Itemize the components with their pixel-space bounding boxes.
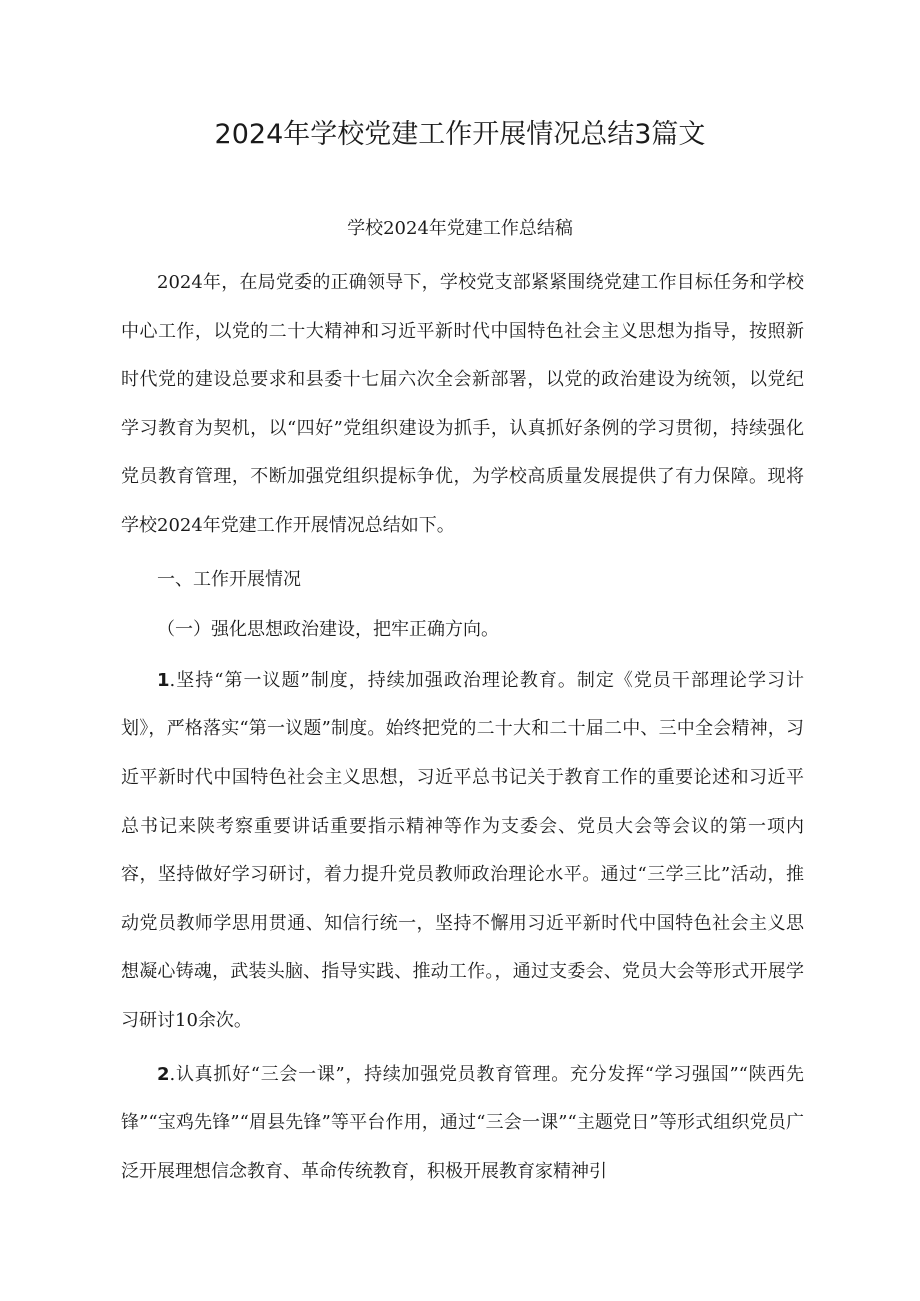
- section-heading: 一、工作开展情况: [157, 568, 301, 590]
- item-2-text: .认真抓好“三会一课”，持续加强党员教育管理。充分发挥“学习强国”“陕西先锋”“宝鸡先锋”“眉县先锋”等平台作用，通过“三会一课”“主题党日”等形式组织党员广泛开展理想信念教育、革命传统教育，积极开展教育家精神引: [121, 1063, 804, 1182]
- document-body: [121, 259, 804, 1196]
- intro-paragraph: 2024年，在局党委的正确领导下，学校党支部紧紧围绕党建工作目标任务和学校中心工作，以党的二十大精神和习近平新时代中国特色社会主义思想为指导，按照新时代党的建设总要求和县委十七届六次全会新部署，以党的政治建设为统领，以党纪学习教育为契机，以“四好”党组织建设为抓手，认真抓好条例的学习贯彻，持续强化党员教育管理，不断加强党组织提标争优，为学校高质量发展提供了有力保障。现将学校2024年党建工作开展情况总结如下。: [121, 272, 804, 536]
- item-2-number: 2: [157, 1063, 170, 1085]
- item-1-text: .坚持“第一议题”制度，持续加强政治理论教育。制定《党员干部理论学习计划》，严格落实“第一议题”制度。始终把党的二十大和二十届二中、三中全会精神，习近平新时代中国特色社会主义思想，习近平总书记关于教育工作的重要论述和习近平总书记来陕考察重要讲话重要指示精神等作为支委会、党员大会等会议的第一项内容，坚持做好学习研讨，着力提升党员教师政治理论水平。通过“三学三比”活动，推动党员教师学思用贯通、知信行统一，坚持不懈用习近平新时代中国特色社会主义思想凝心铸魂，武装头脑、指导实践、推动工作。，通过支委会、党员大会等形式开展学习研讨10余次。: [121, 669, 804, 1031]
- document-subtitle: 学校2024年党建工作总结稿: [347, 218, 573, 239]
- document-title: 2024年学校党建工作开展情况总结3篇文: [214, 119, 706, 150]
- item-1-number: 1: [157, 669, 170, 691]
- item-2-paragraph: [121, 1051, 804, 1197]
- item-1-paragraph: [121, 657, 804, 1046]
- subsection-heading: （一）强化思想政治建设，把牢正确方向。: [157, 619, 499, 641]
